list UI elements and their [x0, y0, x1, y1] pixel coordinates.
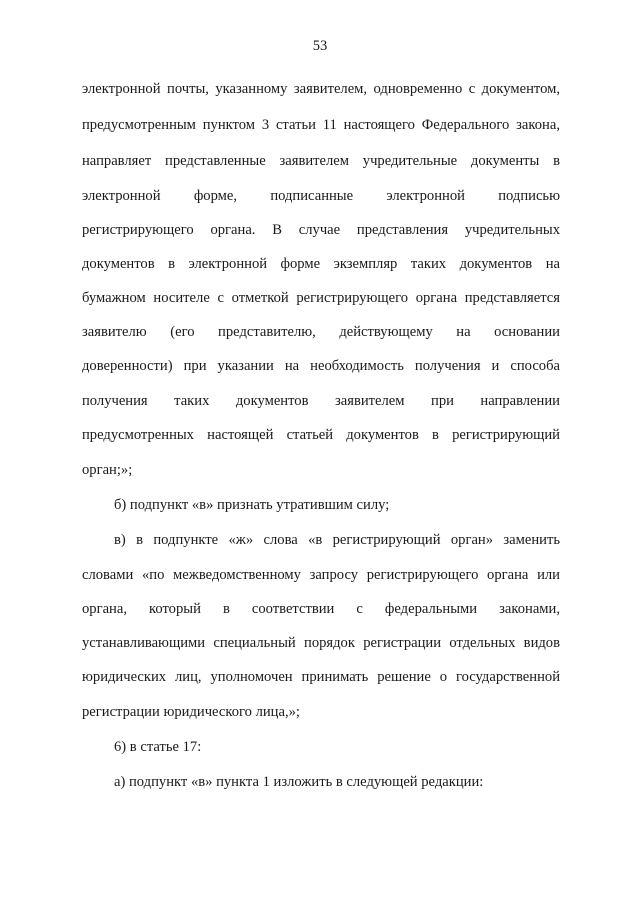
text-line: б) подпункт «в» признать утратившим силу; [114, 497, 390, 513]
text-line: 6) в статье 17: [114, 739, 202, 755]
text-line: предусмотренным пунктом 3 статьи 11 настоящего Федерального закона, [82, 117, 560, 133]
text-line: в) в подпункте «ж» слова «в регистрирующий орган» заменить [114, 532, 560, 548]
text-line: юридических лиц, уполномочен принимать решение о государственной [82, 669, 560, 685]
text-line: получения таких документов заявителем при направлении [82, 393, 560, 409]
text-line: электронной почты, указанному заявителем, одновременно с документом, [82, 81, 560, 97]
text-line: документов в электронной форме экземпляр таких документов на [82, 256, 560, 272]
text-line: направляет представленные заявителем учредительные документы в [82, 153, 560, 169]
text-line: устанавливающими специальный порядок регистрации отдельных видов [82, 635, 560, 651]
text-line: электронной форме, подписанные электронной подписью [82, 188, 560, 204]
text-line: бумажном носителе с отметкой регистрирующего органа представляется [82, 290, 560, 306]
page-number: 53 [312, 38, 328, 54]
text-line: доверенности) при указании на необходимость получения и способа [82, 358, 560, 374]
text-line: орган;»; [82, 462, 133, 478]
text-line: а) подпункт «в» пункта 1 изложить в следующей редакции: [114, 774, 484, 790]
text-line: предусмотренных настоящей статьей документов в регистрирующий [82, 427, 560, 443]
text-line: словами «по межведомственному запросу регистрирующего органа или [82, 567, 560, 583]
text-line: органа, который в соответствии с федеральными законами, [82, 601, 560, 617]
text-line: регистрирующего органа. В случае представления учредительных [82, 222, 560, 238]
text-line: заявителю (его представителю, действующему на основании [82, 324, 560, 340]
text-line: регистрации юридического лица,»; [82, 704, 300, 720]
